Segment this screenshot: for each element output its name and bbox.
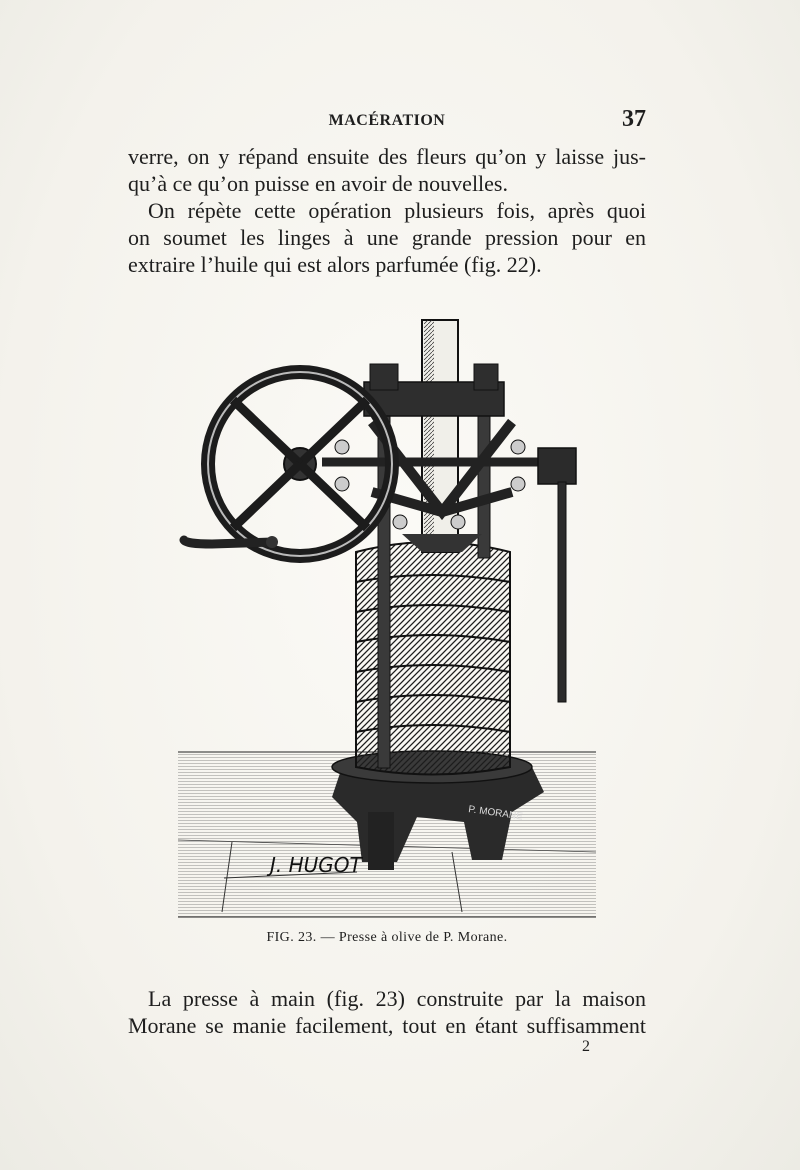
- maker-plate-text: P. MORANE: [467, 804, 524, 823]
- running-head: [128, 106, 646, 136]
- text-line: qu’à ce qu’on puisse en avoir de nouvelles.: [128, 171, 508, 196]
- running-title: MACÉRATION: [328, 112, 446, 129]
- text-line: verre, on y répand ensuite des fleurs qu’on y laisse jus-: [128, 144, 646, 169]
- paragraph-repetition: [128, 197, 646, 278]
- printer-signature-mark: 2: [582, 1038, 590, 1055]
- paragraph-continuation: [128, 143, 646, 197]
- figure-caption: FIG. 23. — Presse à olive de P. Morane.: [266, 930, 508, 945]
- text-line: La presse à main (fig. 23) construite par la maison: [148, 986, 646, 1011]
- text-line: Morane se manie facilement, tout en étant suffisamment: [128, 1013, 646, 1038]
- paragraph-press-description: [128, 985, 646, 1039]
- text-line: extraire l’huile qui est alors parfumée (fig. 22).: [128, 252, 542, 277]
- text-line: On répète cette opération plusieurs fois, après quoi: [148, 198, 646, 223]
- engraver-signature: J. HUGOT: [270, 853, 362, 877]
- page-number: 37: [622, 106, 646, 132]
- olive-press-engraving: [172, 312, 602, 920]
- text-line: on soumet les linges à une grande pression pour en: [128, 225, 646, 250]
